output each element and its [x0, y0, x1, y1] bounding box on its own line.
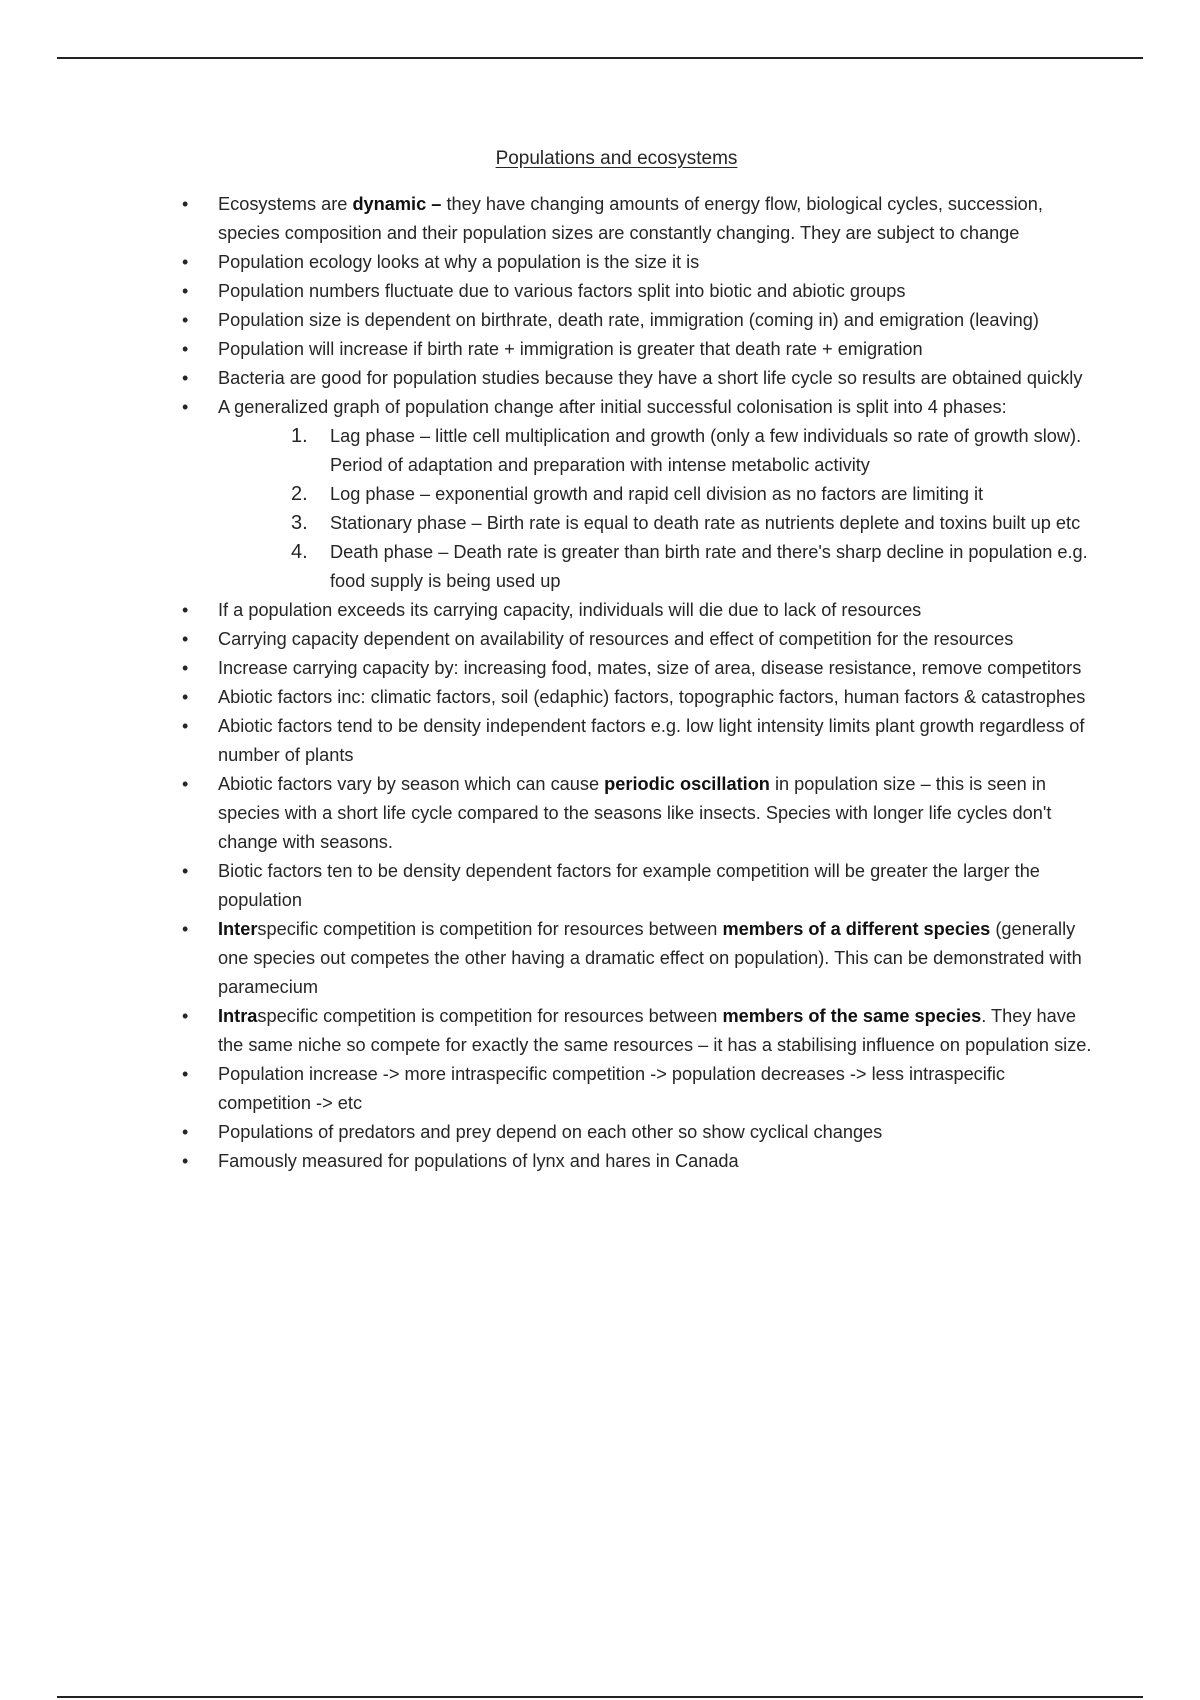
page-title: Populations and ecosystems: [495, 148, 738, 169]
bullet-text: [218, 1122, 882, 1142]
bullet-text: [218, 774, 1051, 852]
bullet-item: [178, 712, 1092, 770]
phase-item: [290, 538, 1092, 596]
bullet-item: [178, 857, 1092, 915]
header-rule: [57, 57, 1143, 59]
bold-text: Inter: [218, 919, 258, 939]
bullet-dot-icon: •: [182, 194, 189, 214]
phase-number: 1.: [291, 425, 308, 447]
text-run: Population size is dependent on birthrate, death rate, immigration (coming in) and emigration (leaving): [218, 310, 1039, 330]
bullet-item: [178, 683, 1092, 712]
phase-number: 3.: [291, 512, 308, 534]
text-run: (generally one species out competes the other having a dramatic effect on population). This can be demonstrated with paramecium: [218, 919, 1082, 997]
text-run: If a population exceeds its carrying capacity, individuals will die due to lack of resources: [218, 600, 922, 620]
phase-number: 2.: [291, 483, 308, 505]
bullet-dot-icon: •: [182, 310, 189, 330]
text-run: Increase carrying capacity by: increasing food, mates, size of area, disease resistance, remove competitors: [218, 658, 1082, 678]
bullet-dot-icon: •: [182, 252, 189, 272]
bullet-dot-icon: •: [182, 716, 189, 736]
phase-text: Stationary phase – Birth rate is equal to death rate as nutrients deplete and toxins built up etc: [330, 513, 1081, 533]
bullet-item: [178, 654, 1092, 683]
document-body: [178, 190, 1092, 1176]
phase-item: [290, 480, 1092, 509]
text-run: Populations of predators and prey depend on each other so show cyclical changes: [218, 1122, 883, 1142]
bullet-dot-icon: •: [182, 919, 189, 939]
bullet-text: [218, 194, 1043, 243]
text-run: Abiotic factors tend to be density independent factors e.g. low light intensity limits plant growth regardless of number of plants: [218, 716, 1085, 765]
bullet-item: [178, 364, 1092, 393]
bullet-text: [218, 919, 1082, 997]
bullet-item: [178, 1060, 1092, 1118]
bullet-item: [178, 1118, 1092, 1147]
bullet-dot-icon: •: [182, 629, 189, 649]
phase-list: [218, 422, 1092, 596]
text-run: Abiotic factors inc: climatic factors, soil (edaphic) factors, topographic factors, human factors & catastrophes: [218, 687, 1086, 707]
footer-rule: [57, 1696, 1143, 1698]
text-run: Carrying capacity dependent on availability of resources and effect of competition for the resources: [218, 629, 1014, 649]
bullet-text: [218, 1151, 739, 1171]
text-run: Bacteria are good for population studies because they have a short life cycle so results are obtained quickly: [218, 368, 1083, 388]
bullet-dot-icon: •: [182, 339, 189, 359]
bullet-item: [178, 277, 1092, 306]
bullet-dot-icon: •: [182, 368, 189, 388]
phase-text: Log phase – exponential growth and rapid cell division as no factors are limiting it: [330, 484, 984, 504]
bullet-item: [178, 596, 1092, 625]
text-run: specific competition is competition for resources between: [257, 919, 723, 939]
text-run: they have changing amounts of energy flow, biological cycles, succession, species composition and their population sizes are constantly changing. They are subject to change: [218, 194, 1043, 243]
bullet-dot-icon: •: [182, 1006, 189, 1026]
text-run: Ecosystems are: [218, 194, 353, 214]
bold-text: members of the same species: [722, 1006, 982, 1026]
phase-text: Death phase – Death rate is greater than birth rate and there's sharp decline in population e.g. food supply is being used up: [330, 542, 1088, 591]
bullet-dot-icon: •: [182, 861, 189, 881]
bullet-item: [178, 1147, 1092, 1176]
bullet-text: [218, 252, 699, 272]
bullet-item: [178, 306, 1092, 335]
bullet-dot-icon: •: [182, 281, 189, 301]
bullet-text: [218, 600, 921, 620]
bullet-text: [218, 281, 905, 301]
text-run: specific competition is competition for resources between: [257, 1006, 723, 1026]
bullet-item: [178, 248, 1092, 277]
bullet-text: [218, 1006, 1091, 1055]
bullet-item: [178, 393, 1092, 596]
bullet-dot-icon: •: [182, 774, 189, 794]
bullet-text: [218, 716, 1084, 765]
text-run: Population increase -> more intraspecific competition -> population decreases -> less intraspecific competition -> etc: [218, 1064, 1006, 1113]
bullet-text: [218, 687, 1085, 707]
bullet-item: [178, 915, 1092, 1002]
bullet-dot-icon: •: [182, 397, 189, 417]
bullet-item: [178, 770, 1092, 857]
bullet-dot-icon: •: [182, 1122, 189, 1142]
bullet-text: [218, 629, 1013, 649]
bullet-dot-icon: •: [182, 600, 189, 620]
bold-text: Intra: [218, 1006, 258, 1026]
bullet-text: [218, 1064, 1005, 1113]
bold-text: periodic oscillation: [604, 774, 770, 794]
text-run: . They have the same niche so compete for exactly the same resources – it has a stabilising influence on population size.: [218, 1006, 1092, 1055]
bold-text: members of a different species: [722, 919, 991, 939]
text-run: Population numbers fluctuate due to various factors split into biotic and abiotic groups: [218, 281, 906, 301]
bullet-dot-icon: •: [182, 1064, 189, 1084]
text-run: Abiotic factors vary by season which can cause: [218, 774, 605, 794]
phase-number: 4.: [291, 541, 308, 563]
text-run: Famously measured for populations of lynx and hares in Canada: [218, 1151, 739, 1171]
bullet-dot-icon: •: [182, 658, 189, 678]
bullet-text: [218, 310, 1039, 330]
phase-item: [290, 422, 1092, 480]
bullet-text: [218, 658, 1081, 678]
bullet-item: [178, 190, 1092, 248]
bullet-text: [218, 368, 1082, 388]
phase-item: [290, 509, 1092, 538]
bullet-text: [218, 861, 1040, 910]
phase-text: Lag phase – little cell multiplication and growth (only a few individuals so rate of growth slow). Period of adaptation and preparation with intense metabolic activity: [330, 426, 1082, 475]
text-run: in population size – this is seen in species with a short life cycle compared to the seasons like insects. Species with longer life cycles don't change with seasons.: [218, 774, 1052, 852]
bullet-item: [178, 625, 1092, 654]
bullet-text: [218, 397, 1007, 417]
text-run: Population ecology looks at why a population is the size it is: [218, 252, 700, 272]
bold-text: dynamic –: [352, 194, 442, 214]
bullet-dot-icon: •: [182, 687, 189, 707]
bullet-list: [178, 190, 1092, 1176]
bullet-item: [178, 1002, 1092, 1060]
bullet-item: [178, 335, 1092, 364]
text-run: Biotic factors ten to be density dependent factors for example competition will be greater the larger the population: [218, 861, 1040, 910]
bullet-dot-icon: •: [182, 1151, 189, 1171]
bullet-text: [218, 339, 923, 359]
text-run: A generalized graph of population change after initial successful colonisation is split into 4 phases:: [218, 397, 1007, 417]
text-run: Population will increase if birth rate + immigration is greater that death rate + emigration: [218, 339, 923, 359]
